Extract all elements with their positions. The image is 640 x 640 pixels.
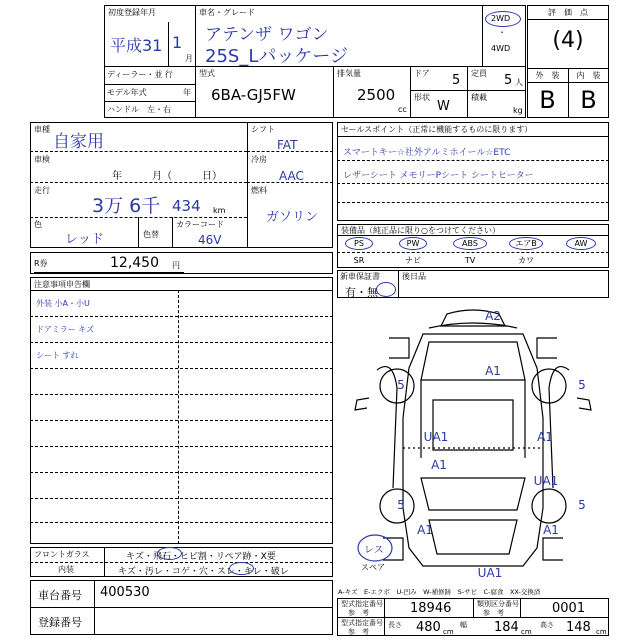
year-unit: 年 [183,88,191,97]
interior-grade: B [580,86,597,114]
car-grade: 25S_Lパッケージ [205,46,348,67]
door-label: ドア [414,69,430,78]
damage-mark-right-rear-door: UA1 [533,474,559,488]
kg-unit: kg [513,106,523,115]
paint-label: 色替 [143,230,159,239]
equip-leather: カワ [518,256,534,265]
height-label: 高さ [540,621,554,629]
length-value: 480 [416,620,441,635]
scuff-circle [229,562,254,575]
overall-grade: (4) [552,28,584,53]
height-value: 148 [566,620,591,635]
grade-title: 評 価 点 [548,8,588,17]
car-name: アテンザ ワゴン [205,25,329,45]
damage-mark-tire-rr: 5 [578,498,586,512]
recycle-fee: 12,450 [110,255,159,271]
cc-unit: cc [398,105,407,114]
mileage-major: 3万 6千 [92,195,161,217]
damage-mark-right-front-door: A1 [537,430,553,444]
model-cert-number: 18946 [410,601,452,616]
damage-mark-rear-bumper: UA1 [477,566,503,580]
width-label: 幅 [460,621,467,629]
chassis-label: 車台番号 [38,589,82,602]
warranty-none-circle [376,282,396,297]
damage-mark-tire-fl: 5 [397,378,405,392]
notes-title: 注意事項申告欄 [34,280,90,289]
ref-label-2: 参 考 [483,609,504,617]
warranty-label: 新車保証書 [340,272,380,281]
fuel-value: ガソリン [266,210,319,225]
color-value: レッド [65,232,104,247]
color-code: 46V [198,233,222,247]
usage-label: 車種 [34,125,50,134]
damage-mark-left-rear: A1 [417,523,433,537]
month-unit: 月 [185,54,193,63]
equip-tv: TV [464,256,476,265]
class-number: 0001 [552,601,586,616]
equip-abs: ABS [462,239,478,248]
drive-dot: ・ [498,28,506,37]
damage-mark-hood: A1 [485,364,501,378]
car-name-label: 車名・グレード [199,8,255,17]
sales-line-2: レザーシート メモリーPシート シートヒーター [343,171,534,181]
notes-section [30,277,333,544]
length-unit: cm [443,628,454,636]
warranty-value: 有・無 [345,286,378,299]
inspection-label: 車検 [34,155,50,164]
note-item-1: 外装 小A・小U [36,299,90,308]
exterior-label: 外 装 [535,71,560,80]
width-unit: cm [521,628,532,636]
first-reg-era: 平成31 [110,36,163,55]
inspection-fields: 年 月（ 日） [112,171,222,182]
damage-mark-right-rear: A1 [543,523,559,537]
front-glass-label: フロントガラス [34,550,90,559]
ref-label-1: 参 考 [348,609,369,617]
interior-options: キズ・汚レ・コゲ・穴・スレ・キレ・破レ [118,567,289,577]
equip-ps: PS [354,239,364,248]
body-shape: W [437,99,450,114]
damage-legend: A-キズ E-エクボ U-凹み W-補修跡 S-サビ C-腐食 XX-交換済 [338,588,541,596]
color-label: 色 [34,220,42,229]
height-unit: cm [596,628,607,636]
spare-label: スペア [361,563,385,572]
damage-mark-hood-top: A2 [485,309,501,323]
interior-label: 内 装 [576,71,601,80]
equip-pw: PW [406,239,420,248]
load-label: 積載 [471,93,487,102]
damage-mark-tire-fr: 5 [578,378,586,392]
yen-unit: 円 [172,261,180,270]
dealer-label: ディーラー・並 行 [107,70,173,79]
reg-label: 登録番号 [38,616,82,629]
shift-value: FAT [277,138,298,152]
fuel-label: 燃料 [251,186,267,195]
door-count: 5 [452,73,461,88]
displacement: 2500 [357,86,396,104]
first-reg-label: 初度登録年月 [108,8,156,17]
model-cert-label: 型式指定番号 [341,600,383,608]
shape-label: 形状 [414,93,430,102]
capacity: 5 [504,73,513,88]
drive-2wd: 2WD [491,14,511,23]
km-unit: km [213,206,226,215]
interior-cond-label: 内装 [58,565,74,574]
displacement-label: 排気量 [337,69,361,78]
width-value: 184 [494,620,519,635]
recycle-label: R券 [34,259,48,268]
usage-value: 自家用 [53,132,104,152]
damage-mark-left-rear-door: A1 [431,458,447,472]
damage-mark-left-front-door: UA1 [423,430,449,444]
note-item-3: シート すれ [36,351,79,360]
ac-value: AAC [279,169,304,183]
equip-aw: AW [574,239,588,248]
equip-airbag: エアB [515,239,537,248]
exterior-grade: B [539,86,556,114]
person-unit: 人 [515,78,523,87]
sales-title: セールスポイント（正常に機能するものに限ります） [341,125,533,134]
chip-circle [157,547,182,560]
mileage-minor: 434 [172,197,201,215]
color-code-label: カラーコード [176,220,224,229]
model-label: 型式 [199,69,215,78]
model-year-label: モデル年式 [107,88,147,97]
mileage-label: 走行 [34,186,50,195]
chassis-number: 400530 [100,585,150,600]
drive-4wd: 4WD [491,44,511,53]
note-item-2: ドアミラー キズ [36,325,95,334]
model-code: 6BA-GJ5FW [211,86,296,104]
back-items-label: 後日品 [402,272,426,281]
front-glass-options: キズ・飛石・ヒビ割・リペア跡・X要 [126,552,276,562]
damage-mark-tire-rl: 5 [397,498,405,512]
equip-sr: SR [353,256,365,265]
sales-line-1: スマートキー☆社外アルミホイール☆ETC [343,148,511,158]
length-label: 長さ [388,621,402,629]
dims-label: 型式指定番号 [341,619,383,627]
recycle-section [30,252,333,274]
class-label: 類別区分番号 [477,600,519,608]
capacity-label: 定員 [471,69,487,78]
handle-label: ハンドル 左・右 [107,105,171,114]
ac-label: 冷房 [251,155,267,164]
first-reg-month: 1 [172,33,183,52]
shift-label: シフト [251,125,275,134]
spare-circle-label: レス [364,545,384,556]
equipment-title: 装備品（純正品に限り○をつけてください） [341,226,500,235]
ref-label-3: 参 考 [348,628,369,636]
equip-navi: ナビ [405,256,421,265]
